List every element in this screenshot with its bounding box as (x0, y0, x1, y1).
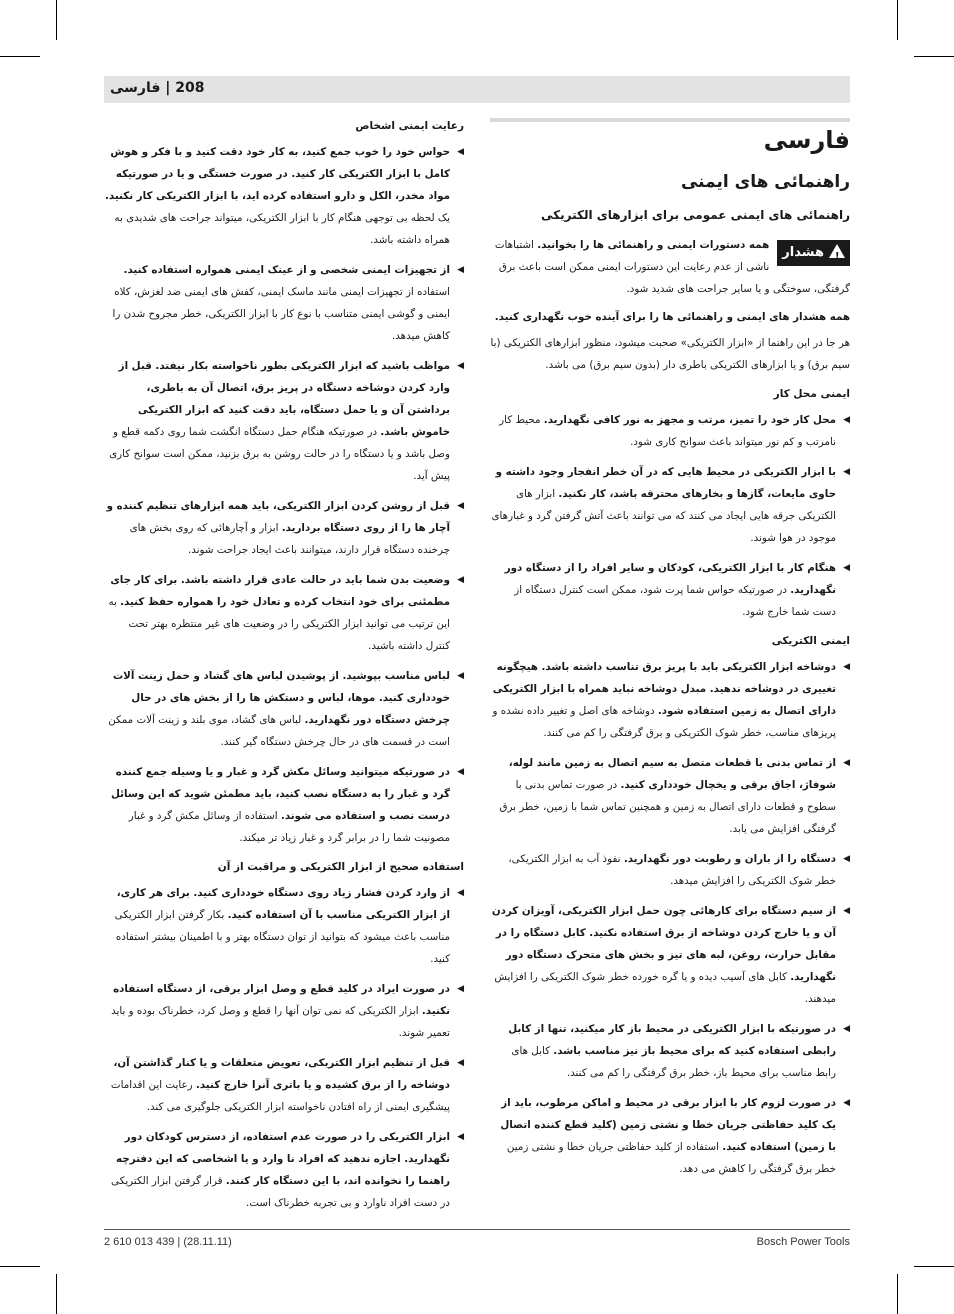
bullet-icon: ◀ (457, 1058, 464, 1068)
warning-triangle-icon: ! (829, 244, 845, 258)
list-item: ◀ از تماس بدنی با قطعات متصل به سیم اتصال به زمین مانند لوله، شوفاژ، اجاق برقی و یخچال خودداری کنید. در صورت تماس بدنی با سطوح و قطعات دارای اتصال به زمین و همچنین تماس شما با زمین، خطر برق گرفتگی افزایش می یابد. (490, 752, 850, 840)
bullet-icon: ◀ (457, 1132, 464, 1142)
list-item: ◀ با ابزار الکتریکی در محیط هایی که در آن خطر انفجار وجود داشته و حاوی مایعات، گازها و بخارهای محترقه باشد، کار نکنید. ابزار های الکتریکی جرقه هایی ایجاد می کنند که می توانند باعث آتش گرفتن گرد و غبارهای موجود در هوا شوند. (490, 461, 850, 549)
bullet-icon: ◀ (843, 1098, 850, 1108)
list-item: ◀ مواظب باشید که ابزار الکتریکی بطور ناخواسته بکار نیفتد. قبل از وارد کردن دوشاخه دستگاه در پریز برق، اتصال آن به باطری، برداشتن آن و یا حمل دستگاه، باید دقت کنید که ابزار الکتریکی خاموش باشد. در صورتیکه هنگام حمل دستگاه انگشت شما روی دکمه قطع و وصل باشد و یا دستگاه را در حالت روشن به برق بزنید، ممکن است سوانح کاری پیش آید. (104, 355, 464, 487)
list-item: ◀ در صورتیکه با ابزار الکتریکی در محیط باز کار میکنید، تنها از کابل رابطی استفاده کنید که برای محیط باز نیز مناسب باشد. کابل های رابط مناسب برای محیط باز، خطر برق گرفتگی را کم می کنند. (490, 1018, 850, 1084)
header-label: 208 | فارسی (110, 80, 205, 96)
bullet-icon: ◀ (457, 265, 464, 275)
page-title: فارسی (763, 126, 850, 154)
list-item: ◀ محل کار خود را تمیز، مرتب و مجهز به نور کافی نگهدارید. محیط کار نامرتب و کم نور میتواند باعث سوانح کاری شود. (490, 409, 850, 453)
list-item: ◀ وضعیت بدن شما باید در حالت عادی قرار داشته باشد. برای کار جای مطمئنی برای خود انتخاب کرده و تعادل خود را همواره حفظ کنید. به این ترتیب می توانید ابزار الکتریکی را در وضعیت های غیر منتظره بهتر تحت کنترل داشته باشید. (104, 569, 464, 657)
electrical-heading: ایمنی الکتریکی (771, 635, 850, 647)
list-item: ◀ در صورت ایراد در کلید قطع و وصل ابزار برقی، از دستگاه استفاده نکنید. ابزار الکتریکی که نمی توان آنها را قطع و وصل کرد، خطرناک بوده و باید تعمیر شوند. (104, 978, 464, 1044)
crop-mark (914, 1266, 954, 1267)
list-item: ◀ از سیم دستگاه برای کارهائی چون حمل ابزار الکتریکی، آویزان کردن آن و یا خارج کردن دوشاخه از برق استفاده نکنید. کابل دستگاه را در مقابل حرارت، روغن، لبه های تیز و بخش های متحرک دستگاه دور نگهدارید. کابل های آسیب دیده و یا گره خورده خطر شوک الکتریکی را افزایش میدهند. (490, 900, 850, 1010)
electrical-list (490, 656, 850, 1180)
page-header (104, 76, 850, 103)
bullet-icon: ◀ (457, 671, 464, 681)
usage-list (104, 882, 464, 1214)
usage-heading: استفاده صحیح از ابزار الکتریکی و مراقبت از آن (217, 861, 464, 873)
list-item: ◀ حواس خود را خوب جمع کنید، به کار خود دقت کنید و با فکر و هوش کامل با ابزار الکتریکی کار کنید. در صورت خستگی و یا در صورتیکه مواد مخدر، الکل و دارو استفاده کرده اید، با ابزار الکتریکی کار نکنید. یک لحظه بی توجهی هنگام کار با ابزار الکتریکی، میتواند جراحت های شدیدی به همراه داشته باشد. (104, 141, 464, 251)
list-item: ◀ از وارد کردن فشار زیاد روی دستگاه خودداری کنید. برای هر کاری، از ابزار الکتریکی مناسب با آن استفاده کنید. بکار گرفتن ابزار الکتریکی مناسب باعث میشود که بتوانید از توان دستگاه بهتر و با اطمینان بیشتر استفاده کنید. (104, 882, 464, 970)
bullet-icon: ◀ (843, 563, 850, 573)
list-item: ◀ در صورت لزوم کار با ابزار برقی در محیط و اماکن مرطوب، باید از یک کلید حفاظتی جریان خطا و نشتی زمین (کلید قطع کننده اتصال با زمین) استفاده کنید. استفاده از کلید حفاظتی جریان خطا و نشتی زمین خطر برق گرفتگی را کاهش می دهد. (490, 1092, 850, 1180)
crop-mark (897, 1274, 898, 1314)
warning-block (490, 234, 850, 300)
list-item: ◀ دوشاخه ابزار الکتریکی باید با پریز برق تناسب داشته باشد. هیچگونه تغییری در دوشاخه ندهید. مبدل دوشاخه نباید همراه با ابزار الکتریکی دارای اتصال به زمین استفاده شود. دوشاخه های اصل و تغییر داده نشده و پریزهای مناسب، خطر شوک الکتریکی و برق گرفتگی را کم می کنند. (490, 656, 850, 744)
brand-footer: Bosch Power Tools (756, 1236, 850, 1248)
crop-mark (0, 1266, 40, 1267)
right-column (490, 118, 850, 1188)
title-rule (490, 118, 850, 122)
bullet-icon: ◀ (843, 467, 850, 477)
bullet-icon: ◀ (843, 906, 850, 916)
list-item: ◀ در صورتیکه میتوانید وسائل مکش گرد و غبار و یا وسیله جمع کننده گرد و غبار را به دستگاه نصب کنید، باید مطمئن شوید که این وسائل درست نصب و استفاده می شوند. استفاده از وسائل مکش گرد و غبار مصونیت شما را در برابر گرد و غبار زیاد تر میکند. (104, 761, 464, 849)
list-item: ◀ از تجهیزات ایمنی شخصی و از عینک ایمنی همواره استفاده کنید. استفاده از تجهیزات ایمنی مانند ماسک ایمنی، کفش های ایمنی ضد لغزش، کلاه ایمنی و گوشی ایمنی متناسب با نوع کار با ابزار الکتریکی، خطر مجروح شدن را کاهش میدهد. (104, 259, 464, 347)
list-item: ◀ قبل از روشن کردن ابزار الکتریکی، باید همه ابزارهای تنظیم کننده و آچار ها را از روی دستگاه بردارید. ابزار و آچارهائی که روی بخش های چرخنده دستگاه قرار دارند، میتوانند باعث ایجاد جراحت شوند. (104, 495, 464, 561)
list-item: ◀ دستگاه را از باران و رطوبت دور نگهدارید. نفوذ آب به ابزار الکتریکی، خطر شوک الکتریکی را افزایش میدهد. (490, 848, 850, 892)
warning-bold: همه دستورات ایمنی و راهنمائی ها را بخوانید. (537, 239, 770, 251)
personal-list (104, 141, 464, 849)
bullet-icon: ◀ (843, 415, 850, 425)
warning-badge: ! هشدار (777, 240, 850, 266)
bullet-icon: ◀ (457, 888, 464, 898)
crop-mark (897, 0, 898, 40)
page-number: 208 (175, 80, 205, 96)
list-item: ◀ قبل از تنظیم ابزار الکتریکی، تعویض متعلقات و یا کنار گذاشتن آن، دوشاخه را از برق کشیده و یا باتری آنرا خارج کنید. رعایت این اقدامات پیشگیری ایمنی از راه افتادن ناخواسته ابزار الکتریکی جلوگیری می کند. (104, 1052, 464, 1118)
crop-mark (914, 56, 954, 57)
bullet-icon: ◀ (843, 758, 850, 768)
crop-mark (56, 0, 57, 40)
bullet-icon: ◀ (457, 984, 464, 994)
bullet-icon: ◀ (457, 147, 464, 157)
bullet-icon: ◀ (457, 361, 464, 371)
list-item: ◀ ابزار الکتریکی را در صورت عدم استفاده، از دسترس کودکان دور نگهدارید. اجازه ندهید که افراد نا وارد و یا اشخاصی که این دفترچه راهنما را نخوانده اند، با این دستگاه کار کنند. قرار گرفتن ابزار الکتریکی در دست افراد ناوارد و بی تجربه خطرناک است. (104, 1126, 464, 1214)
left-column (104, 118, 464, 1222)
workplace-list (490, 409, 850, 623)
section-heading: راهنمائی های ایمنی عمومی برای ابزارهای الکتریکی (541, 208, 850, 222)
header-language: فارسی (110, 80, 161, 96)
warning-text: اشتباهات ناشی از عدم رعایت این دستورات ایمنی ممکن است باعث برق گرفتگی، سوختگی و یا سایر جراحت های شدید شود. (494, 239, 850, 295)
workplace-heading: ایمنی محل کار (773, 388, 850, 400)
bullet-icon: ◀ (843, 854, 850, 864)
bullet-icon: ◀ (457, 575, 464, 585)
bullet-icon: ◀ (843, 662, 850, 672)
bullet-icon: ◀ (457, 767, 464, 777)
list-item: ◀ لباس مناسب بپوشید. از پوشیدن لباس های گشاد و حمل زینت آلات خودداری کنید. موها، لباس و دستکش ها را از بخش های در حال چرخش دستگاه دور نگهدارید. لباس های گشاد، موی بلند و زینت آلات ممکن است در قسمت های در حال چرخش دستگاه گیر کنند. (104, 665, 464, 753)
bullet-icon: ◀ (843, 1024, 850, 1034)
definition-paragraph: هر جا در این راهنما از «ابزار الکتریکی» صحبت میشود، منظور ابزارهای الکتریکی (با سیم برق) و یا ابزارهای الکتریکی باطری دار (بدون سیم برق) می باشد. (490, 337, 850, 371)
crop-mark (56, 1274, 57, 1314)
list-item: ◀ هنگام کار با ابزار الکتریکی، کودکان و سایر افراد را از دستگاه دور نگهدارید. در صورتیکه حواس شما پرت شود، ممکن است کنترل دستگاه از دست شما خارج شود. (490, 557, 850, 623)
crop-mark (0, 56, 40, 57)
keep-notice: همه هشدار های ایمنی و راهنمائی ها را برای آینده خوب نگهداری کنید. (494, 311, 850, 323)
bullet-icon: ◀ (457, 501, 464, 511)
section-title: راهنمائی های ایمنی (680, 172, 850, 192)
personal-heading: رعایت ایمنی اشخاص (355, 120, 464, 132)
footer-rule (104, 1229, 850, 1230)
document-code: 2 610 013 439 | (28.11.11) (104, 1236, 232, 1248)
